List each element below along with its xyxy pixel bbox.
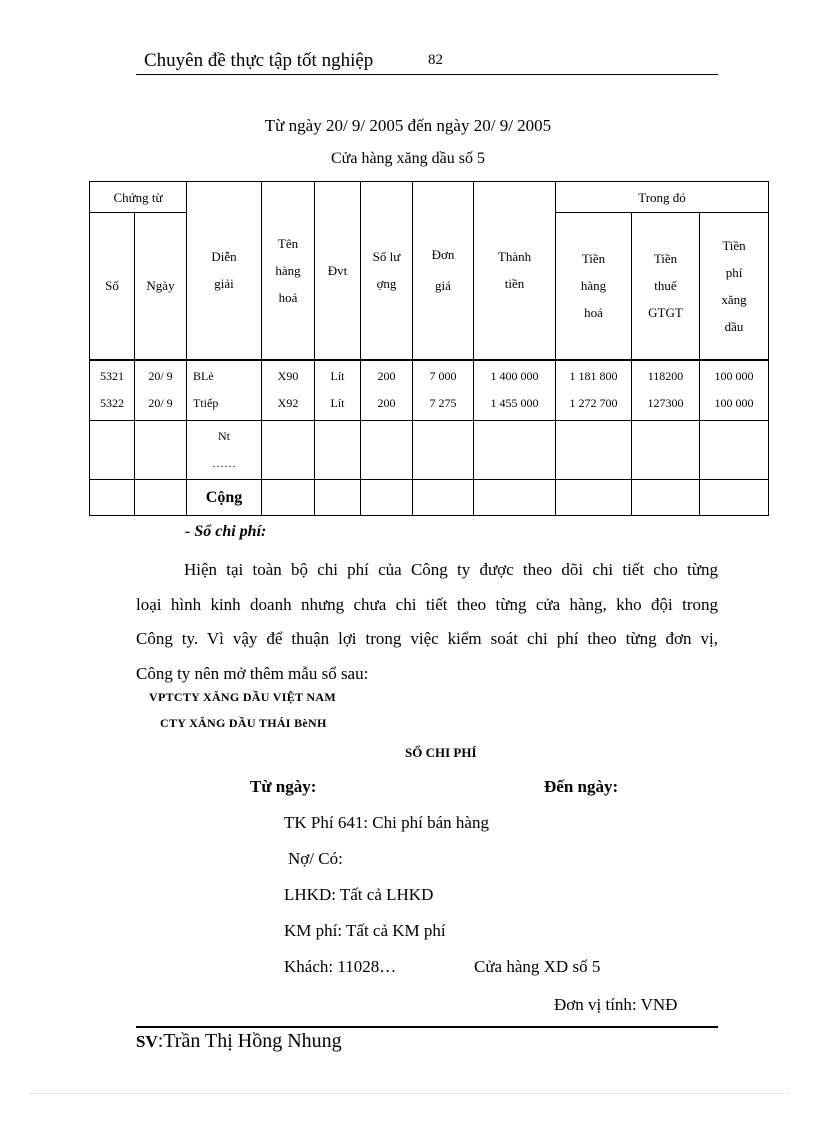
to-date-label: Đến ngày: <box>544 777 619 796</box>
cell-dien-giai: BLẻ Ttiếp <box>187 360 262 421</box>
cell-dvt: Lít Lít <box>315 360 361 421</box>
cell-thue: 118200 127300 <box>632 360 700 421</box>
cell-so: 5321 5322 <box>90 360 135 421</box>
currency-unit: Đơn vị tính: VNĐ <box>554 995 678 1014</box>
sales-ledger-table <box>89 181 769 516</box>
account-field: TK Phí 641: Chi phí bán hàng <box>284 813 489 832</box>
paragraph-line: Hiện tại toàn bộ chi phí của Công ty được theo dõi chi tiết cho từng <box>184 560 718 579</box>
business-type-field: LHKD: Tất cả LHKD <box>284 885 434 904</box>
header-dvt: Đvt <box>315 182 361 360</box>
cell-so-luong: 200 200 <box>361 360 413 421</box>
org-line-1: VPTCTY XĂNG DẦU VIỆT NAM <box>149 690 336 704</box>
header-thanh-tien: Thành tiền <box>474 182 556 360</box>
header-tien-hang-hoa: Tiền hàng hoá <box>556 213 632 360</box>
report-store-name: Cửa hàng xăng dầu số 5 <box>331 150 485 167</box>
student-name: :Trần Thị Hồng Nhung <box>157 1030 342 1052</box>
cell-ngay: 20/ 9 20/ 9 <box>135 360 187 421</box>
cell-phi: 100 000 100 000 <box>700 360 769 421</box>
page-number: 82 <box>428 52 443 68</box>
document-header-title: Chuyên đề thực tập tốt nghiệp <box>144 50 374 71</box>
cell-tien-hang: 1 181 800 1 272 700 <box>556 360 632 421</box>
paragraph-line: loại hình kinh doanh nhưng chưa chi tiết theo từng cửa hàng, kho đội trong <box>136 594 718 614</box>
header-don-gia: Đơn giá <box>413 182 474 360</box>
header-so-luong: Số lượng <box>361 182 413 360</box>
page-bottom-dotted-line <box>30 1093 790 1094</box>
header-ngay: Ngày <box>135 213 187 360</box>
form-title: SỔ CHI PHÍ <box>405 745 477 760</box>
cell-thanh-tien: 1 400 000 1 455 000 <box>474 360 556 421</box>
footer-rule <box>136 1026 718 1028</box>
cell-nt: Nt …… <box>187 421 262 480</box>
report-date-range: Từ ngày 20/ 9/ 2005 đến ngày 20/ 9/ 2005 <box>264 116 552 135</box>
body-paragraph <box>136 553 718 691</box>
table-row <box>90 421 135 480</box>
cell-ten-hang: X90 X92 <box>262 360 315 421</box>
from-date-label: Từ ngày: <box>250 777 317 796</box>
student-label: SV <box>136 1032 158 1051</box>
header-tien-phi-xang-dau: Tiền phí xăng dầu <box>700 213 769 360</box>
header-dien-giai: Diễn giải <box>187 182 262 360</box>
section-heading: - Sổ chi phí: <box>185 523 267 540</box>
customer-field: Khách: 11028… <box>284 957 397 976</box>
header-ten-hang-hoa: Tên hàng hoá <box>262 182 315 360</box>
cell-don-gia: 7 000 7 275 <box>413 360 474 421</box>
table-row <box>90 480 135 516</box>
header-chung-tu: Chứng từ <box>90 182 187 213</box>
paragraph-line: Công ty. Vì vậy để thuận lợi trong việc kiểm soát chi phí theo từng đơn vị, <box>136 629 718 648</box>
debit-credit-field: Nợ/ Có: <box>288 849 343 868</box>
header-tien-thue-gtgt: Tiền thuế GTGT <box>632 213 700 360</box>
org-line-2: CTY XĂNG DẦU THÁI BèNH <box>160 716 327 730</box>
store-field: Cửa hàng XD số 5 <box>474 957 601 976</box>
header-rule <box>136 74 718 75</box>
paragraph-line: Công ty nên mở thêm mẫu sổ sau: <box>136 663 369 683</box>
expense-item-field: KM phí: Tất cả KM phí <box>284 921 446 940</box>
header-so: Số <box>90 213 135 360</box>
header-trong-do: Trong đó <box>556 182 769 213</box>
total-label: Cộng <box>187 480 262 516</box>
student-footer <box>136 1030 342 1053</box>
